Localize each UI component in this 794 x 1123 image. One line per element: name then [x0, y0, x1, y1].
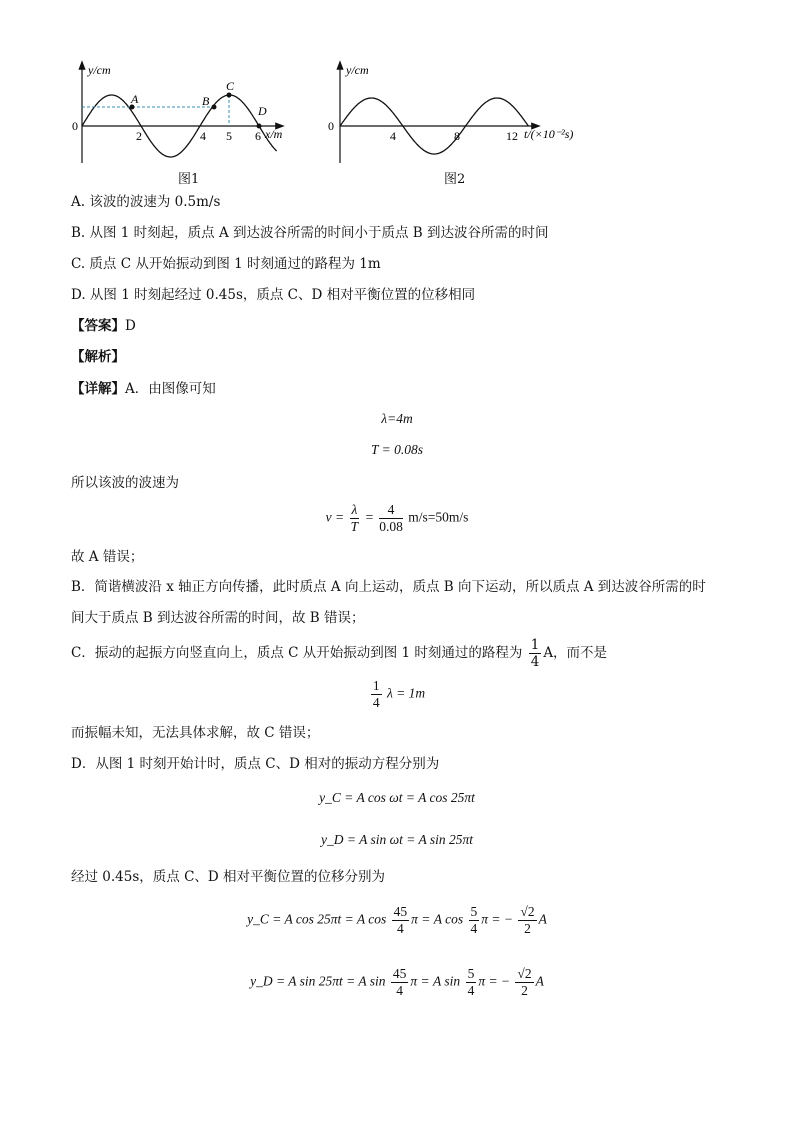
d-line-1: D．从图 1 时刻开始计时，质点 C、D 相对的振动方程分别为	[71, 756, 440, 772]
point-C	[227, 93, 232, 98]
tick-6: 6	[255, 129, 261, 143]
eq-yd: y_D = A sin ωt = A sin 25πt	[320, 832, 474, 847]
tick-5: 5	[226, 129, 232, 143]
after-045: 经过 0.45s，质点 C、D 相对平衡位置的位移分别为	[71, 869, 386, 885]
point-B	[212, 105, 217, 110]
label-C: C	[226, 79, 235, 93]
answer-value: D	[125, 318, 136, 334]
y-axis-label: y/cm	[346, 63, 369, 77]
figure-2	[318, 60, 598, 190]
answer-label: 【答案】	[71, 318, 125, 334]
detail-a-intro: 【详解】A．由图像可知	[71, 381, 216, 397]
eq-speed: v = $\frac{\lambda}{T}$ = $\frac{4}{0.08}$ m/s=50m/s	[325, 502, 469, 534]
a-conclusion: 故 A 错误；	[71, 549, 144, 565]
analysis-label: 【解析】	[71, 349, 125, 365]
figure-2-caption: 图2	[444, 172, 466, 187]
tick-2: 2	[136, 129, 142, 143]
b-line-2: 间大于质点 B 到达波谷所需的时间，故 B 错误；	[71, 610, 365, 626]
tick-4: 4	[200, 129, 206, 143]
eq-lambda: λ=4m	[381, 411, 413, 426]
figure-2-plot	[318, 60, 598, 170]
eq-quarter-lambda: $\frac{1}{4}$ λ = 1m	[372, 678, 426, 710]
speed-intro: 所以该波的波速为	[71, 475, 179, 491]
eq-yc-2: y_C = A cos 25πt = A cos $\frac{45}{4}$ π = A cos $\frac{5}{4}$ π = − $\frac{√2}{2}$ A	[247, 904, 547, 936]
figure-1	[60, 60, 300, 190]
y-axis-label: y/cm	[88, 63, 111, 77]
x-axis-label: t/(×10⁻²s)	[524, 127, 574, 141]
option-a: A. 该波的波速为 0.5m/s	[71, 194, 221, 210]
point-D	[257, 124, 262, 129]
b-line-1: B．简谐横波沿 x 轴正方向传播，此时质点 A 向上运动，质点 B 向下运动，所以质点 A 到达波谷所需的时	[71, 579, 706, 595]
eq-yc: y_C = A cos ωt = A cos 25πt	[319, 790, 475, 805]
tick-8: 8	[454, 129, 460, 143]
option-c: C. 质点 C 从开始振动到图 1 时刻通过的路程为 1m	[71, 256, 381, 272]
label-D: D	[258, 104, 267, 118]
answer-line	[71, 317, 136, 335]
origin-label: 0	[328, 119, 334, 133]
x-axis-label: x/m	[265, 127, 283, 141]
eq-period: T = 0.08s	[370, 442, 423, 457]
label-A: A	[131, 92, 139, 106]
option-b: B. 从图 1 时刻起，质点 A 到达波谷所需的时间小于质点 B 到达波谷所需的时间	[71, 225, 549, 241]
figure-1-plot	[60, 60, 300, 170]
label-B: B	[202, 94, 210, 108]
tick-12: 12	[506, 129, 518, 143]
c-conclusion: 而振幅未知，无法具体求解，故 C 错误；	[71, 725, 320, 741]
option-d: D. 从图 1 时刻起经过 0.45s，质点 C、D 相对平衡位置的位移相同	[71, 287, 476, 303]
detail-label: 【详解】	[71, 381, 125, 397]
figure-1-caption: 图1	[178, 172, 200, 187]
tick-4: 4	[390, 129, 396, 143]
eq-yd-2: y_D = A sin 25πt = A sin $\frac{45}{4}$ π = A sin $\frac{5}{4}$ π = − $\frac{√2}{2}$ A	[250, 966, 544, 998]
origin-label: 0	[72, 119, 78, 133]
c-line-1: C．振动的起振方向竖直向上，质点 C 从开始振动到图 1 时刻通过的路程为 $\frac{1}{4}$ A，而不是	[71, 637, 608, 670]
